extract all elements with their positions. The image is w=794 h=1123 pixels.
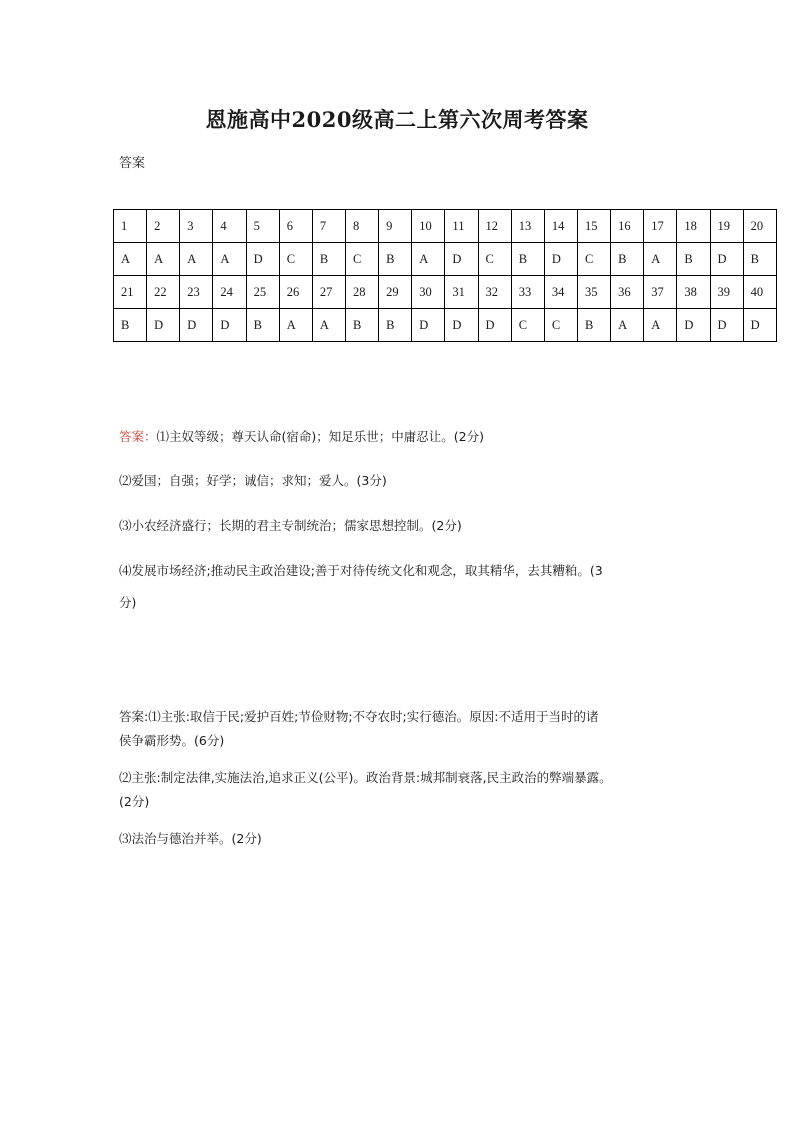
question-number-cell: 5 (246, 210, 279, 243)
question-number-cell: 28 (345, 276, 378, 309)
answer-cell: D (743, 309, 776, 342)
question-number-cell: 13 (511, 210, 544, 243)
question-number-cell: 29 (379, 276, 412, 309)
question-number-cell: 3 (180, 210, 213, 243)
answer-cell: D (478, 309, 511, 342)
answer-cell: A (312, 309, 345, 342)
answer-cell: A (213, 243, 246, 276)
question-number-cell: 22 (147, 276, 180, 309)
answer-cell: D (544, 243, 577, 276)
question-number-cell: 18 (677, 210, 710, 243)
question-number-cell: 36 (611, 276, 644, 309)
question-number-cell: 27 (312, 276, 345, 309)
answer-cell: C (279, 243, 312, 276)
question-number-cell: 14 (544, 210, 577, 243)
question-number-cell: 39 (710, 276, 743, 309)
question-number-cell: 1 (114, 210, 147, 243)
answer-cell: B (511, 243, 544, 276)
q1-line-4b: 分) (119, 595, 137, 610)
question-number-cell: 11 (445, 210, 478, 243)
question-number-row (114, 210, 777, 243)
answer-cell: B (577, 309, 610, 342)
answer-cell: B (114, 309, 147, 342)
question-number-cell: 35 (577, 276, 610, 309)
question-number-cell: 33 (511, 276, 544, 309)
answer-cell: D (412, 309, 445, 342)
question-number-cell: 2 (147, 210, 180, 243)
answer-cell: C (478, 243, 511, 276)
answer-cell: A (147, 243, 180, 276)
question-number-cell: 7 (312, 210, 345, 243)
answer-cell: B (379, 309, 412, 342)
question-number-cell: 30 (412, 276, 445, 309)
q1-line-2: ⑵爱国；自强；好学；诚信；求知；爱人。(3分) (119, 473, 387, 488)
answer-cell: D (213, 309, 246, 342)
answer-cell: B (611, 243, 644, 276)
question-number-cell: 9 (379, 210, 412, 243)
answer-cell: A (644, 309, 677, 342)
answer-cell: A (644, 243, 677, 276)
question-number-cell: 25 (246, 276, 279, 309)
answer-cell: D (445, 309, 478, 342)
answer-cell: D (180, 309, 213, 342)
answer-cell: A (180, 243, 213, 276)
question-number-cell: 24 (213, 276, 246, 309)
question-number-cell: 20 (743, 210, 776, 243)
question-number-cell: 40 (743, 276, 776, 309)
answer-cell: B (246, 309, 279, 342)
answer-cell: A (412, 243, 445, 276)
q1-text-1: ⑴主奴等级；尊天认命(宿命)；知足乐世；中庸忍让。(2分) (156, 429, 484, 444)
q1-answer-prefix: 答案： (119, 429, 157, 444)
q1-line-4a: ⑷发展市场经济;推动民主政治建设;善于对待传统文化和观念，取其精华，去其糟粕。(3 (119, 563, 603, 578)
q2-line-3: ⑶法治与德治并举。(2分) (119, 831, 262, 846)
answer-cell: D (147, 309, 180, 342)
answer-cell: B (345, 309, 378, 342)
answer-cell: B (743, 243, 776, 276)
answer-cell: D (710, 243, 743, 276)
question-number-cell: 10 (412, 210, 445, 243)
question-number-cell: 38 (677, 276, 710, 309)
question-number-cell: 31 (445, 276, 478, 309)
answer-cell: D (246, 243, 279, 276)
question-number-cell: 26 (279, 276, 312, 309)
answer-cell: C (577, 243, 610, 276)
answer-row (114, 243, 777, 276)
answer-label: 答案 (119, 156, 146, 171)
answer-cell: B (312, 243, 345, 276)
q2-line-2a: ⑵主张:制定法律,实施法治,追求正义(公平)。政治背景:城邦制衰落,民主政治的弊端暴露。 (119, 770, 612, 785)
question-number-cell: 16 (611, 210, 644, 243)
question-number-cell: 23 (180, 276, 213, 309)
answer-table (113, 209, 777, 342)
q2-line-2b: (2分) (119, 794, 150, 809)
question-number-cell: 37 (644, 276, 677, 309)
question-number-cell: 21 (114, 276, 147, 309)
question-number-cell: 32 (478, 276, 511, 309)
answer-cell: A (611, 309, 644, 342)
page-title: 恩施高中2020级高二上第六次周考答案 (205, 107, 589, 132)
answer-cell: A (114, 243, 147, 276)
q1-line-3: ⑶小农经济盛行；长期的君主专制统治；儒家思想控制。(2分) (119, 518, 462, 533)
answer-cell: D (445, 243, 478, 276)
q1-line-1 (119, 427, 484, 447)
question-number-row (114, 276, 777, 309)
answer-cell: B (379, 243, 412, 276)
question-number-cell: 17 (644, 210, 677, 243)
question-number-cell: 6 (279, 210, 312, 243)
answer-cell: C (511, 309, 544, 342)
question-number-cell: 4 (213, 210, 246, 243)
q2-line-1b: 侯争霸形势。(6分) (119, 733, 225, 748)
q2-line-1a: 答案:⑴主张:取信于民;爱护百姓;节俭财物;不夺农时;实行德治。原因:不适用于当时的诸 (119, 709, 599, 724)
question-number-cell: 12 (478, 210, 511, 243)
answer-cell: A (279, 309, 312, 342)
answer-cell: C (345, 243, 378, 276)
answer-row (114, 309, 777, 342)
question-number-cell: 34 (544, 276, 577, 309)
answer-cell: D (677, 309, 710, 342)
answer-cell: B (677, 243, 710, 276)
answer-cell: C (544, 309, 577, 342)
question-number-cell: 19 (710, 210, 743, 243)
answer-cell: D (710, 309, 743, 342)
question-number-cell: 15 (577, 210, 610, 243)
question-number-cell: 8 (345, 210, 378, 243)
